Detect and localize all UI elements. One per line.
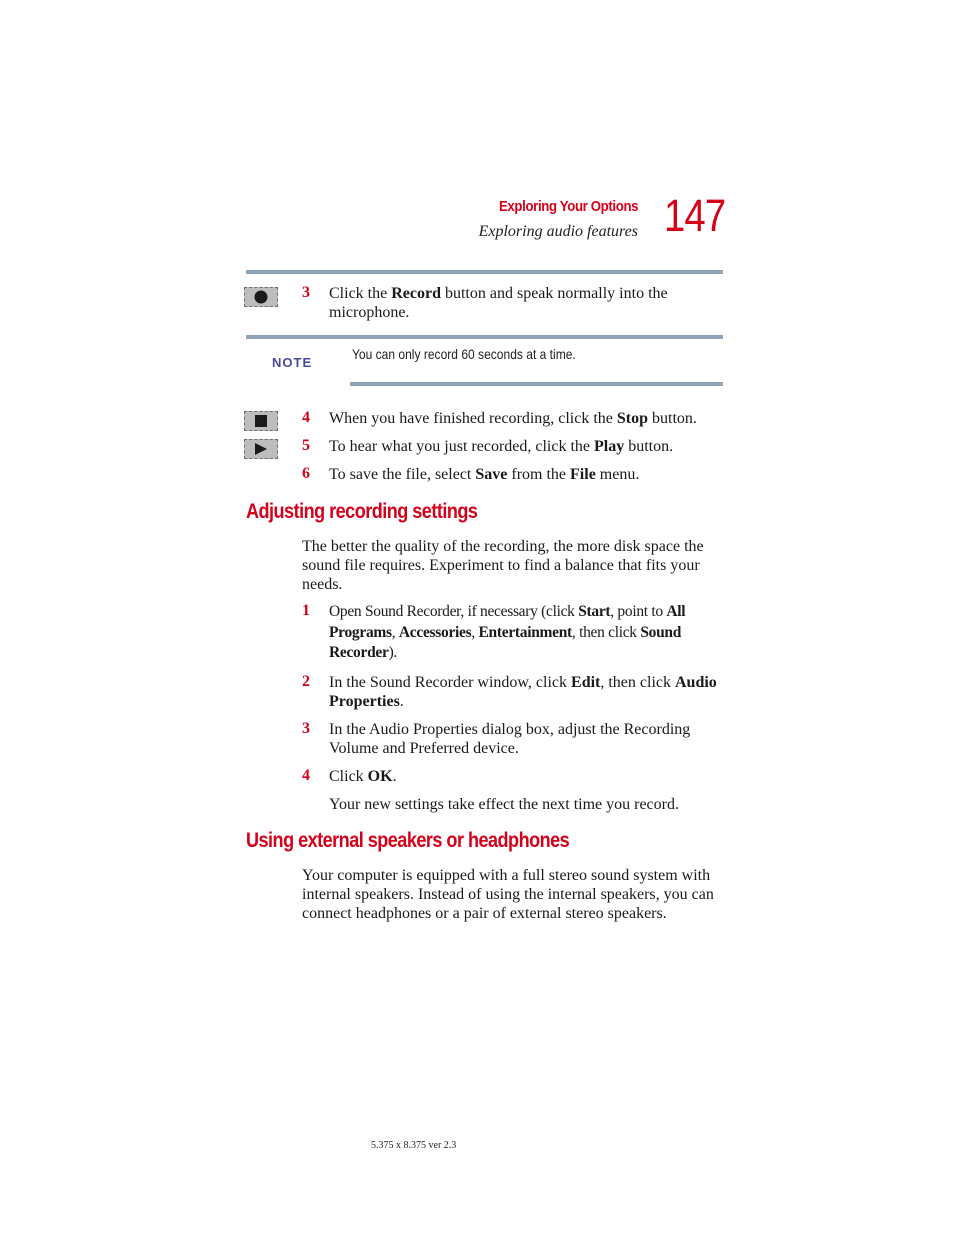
section-heading: Using external speakers or headphones bbox=[246, 829, 570, 852]
step-text: To hear what you just recorded, click the Play button. bbox=[329, 438, 674, 455]
play-button-icon bbox=[244, 439, 278, 459]
page-number: 147 bbox=[664, 190, 726, 241]
section-intro: Your computer is equipped with a full stereo sound system with internal speakers. Instead of using the internal speakers, you can connect headphones or a pair of external stereo speakers. bbox=[302, 867, 714, 922]
note-label: NOTE bbox=[272, 355, 313, 370]
note-bottom-rule bbox=[350, 382, 723, 386]
top-rule bbox=[246, 270, 723, 274]
running-header-section: Exploring Your Options bbox=[498, 198, 638, 215]
step-text: Click the Record button and speak normally into the microphone. bbox=[329, 285, 668, 321]
step-number: 3 bbox=[302, 284, 310, 301]
step-text: In the Sound Recorder window, click Edit, then click Audio Properties. bbox=[329, 674, 717, 710]
step-text: To save the file, select Save from the File menu. bbox=[329, 466, 640, 483]
section-heading: Adjusting recording settings bbox=[246, 500, 478, 523]
record-button-icon bbox=[244, 287, 278, 307]
step-number: 4 bbox=[302, 767, 310, 784]
note-top-rule bbox=[246, 335, 723, 339]
step-result: Your new settings take effect the next time you record. bbox=[329, 796, 679, 813]
step-text: When you have finished recording, click the Stop button. bbox=[329, 410, 697, 427]
section-intro: The better the quality of the recording, the more disk space the sound file requires. Experiment to find a balance that fits your needs. bbox=[302, 538, 704, 593]
step-text: Open Sound Recorder, if necessary (click Start, point to All Programs, Accessories, Entertainment, then click Sound Recorder). bbox=[329, 603, 686, 661]
step-number: 2 bbox=[302, 673, 310, 690]
print-spec-footer: 5.375 x 8.375 ver 2.3 bbox=[371, 1140, 457, 1151]
step-number: 5 bbox=[302, 437, 310, 454]
step-number: 4 bbox=[302, 409, 310, 426]
stop-button-icon bbox=[244, 411, 278, 431]
note-text: You can only record 60 seconds at a time. bbox=[352, 346, 576, 362]
running-header-subsection: Exploring audio features bbox=[478, 223, 638, 240]
step-number: 1 bbox=[302, 602, 310, 619]
step-number: 6 bbox=[302, 465, 310, 482]
step-number: 3 bbox=[302, 720, 310, 737]
step-text: In the Audio Properties dialog box, adjust the Recording Volume and Preferred device. bbox=[329, 721, 691, 757]
step-text: Click OK. bbox=[329, 768, 397, 785]
